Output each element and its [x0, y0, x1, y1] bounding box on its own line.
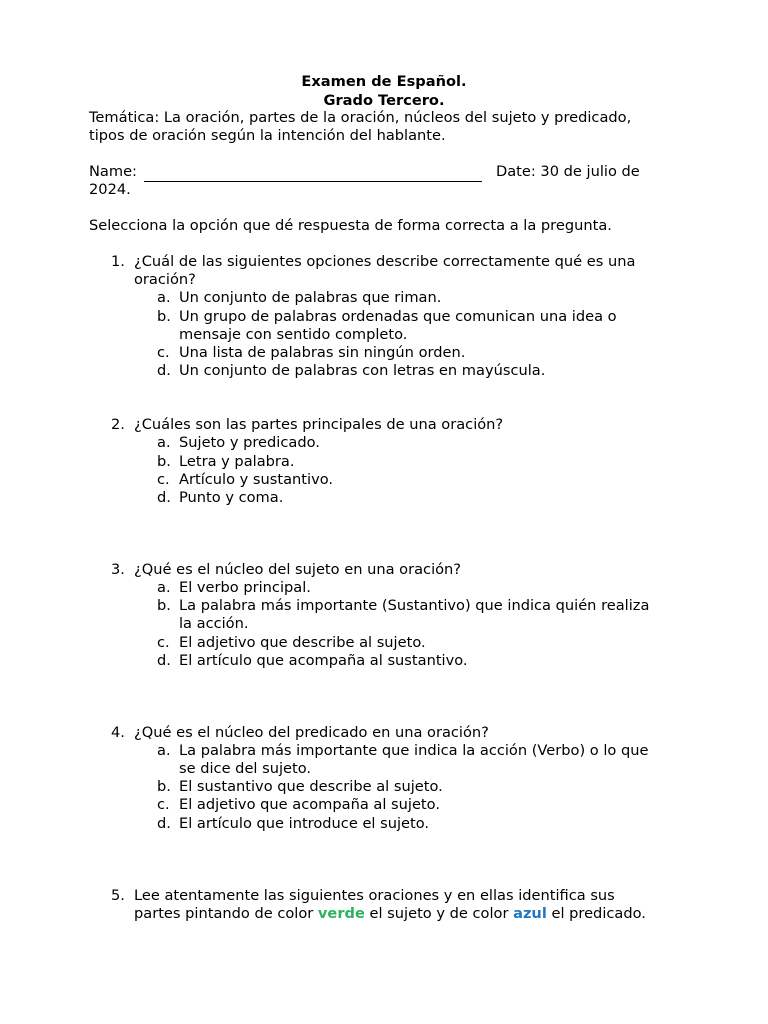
blue-color-word: azul [513, 905, 547, 922]
question-2-number: 2. [111, 416, 125, 433]
question-1-option-b-line-1: Un grupo de palabras ordenadas que comunican una idea o [179, 308, 617, 325]
question-2-option-a: Sujeto y predicado. [179, 434, 320, 451]
question-3-text: ¿Qué es el núcleo del sujeto en una oración? [134, 561, 462, 578]
date-year: 2024. [89, 181, 131, 198]
question-1-option-d-letter: d. [157, 362, 171, 379]
question-5-text-part-c: el predicado. [546, 905, 646, 922]
question-3-option-a-letter: a. [157, 579, 171, 596]
question-3-option-b-line-1: La palabra más importante (Sustantivo) que indica quién realiza [179, 597, 650, 614]
question-4-number: 4. [111, 724, 125, 741]
question-5-text-line-1: Lee atentamente las siguientes oraciones y en ellas identifica sus [134, 887, 615, 904]
question-5-number: 5. [111, 887, 125, 904]
instructions: Selecciona la opción que dé respuesta de forma correcta a la pregunta. [89, 217, 612, 234]
question-4-text: ¿Qué es el núcleo del predicado en una oración? [134, 724, 489, 741]
date-text: Date: 30 de julio de [496, 163, 640, 180]
question-2-option-d: Punto y coma. [179, 489, 284, 506]
question-3-option-d-letter: d. [157, 652, 171, 669]
question-4-option-c-letter: c. [157, 796, 170, 813]
question-2-option-a-letter: a. [157, 434, 171, 451]
question-5-text-part-a: partes pintando de color [134, 905, 318, 922]
topic-line-1: Temática: La oración, partes de la oración, núcleos del sujeto y predicado, [89, 109, 632, 126]
question-3-option-c-letter: c. [157, 634, 170, 651]
topic-line-2: tipos de oración según la intención del hablante. [89, 127, 446, 144]
name-label: Name: [89, 163, 137, 180]
question-3-number: 3. [111, 561, 125, 578]
question-5-text-line-2 [134, 905, 694, 923]
question-1-option-b-line-2: mensaje con sentido completo. [179, 326, 408, 343]
question-3-option-b-letter: b. [157, 597, 171, 614]
question-1-option-d: Un conjunto de palabras con letras en mayúscula. [179, 362, 546, 379]
question-4-option-d-letter: d. [157, 815, 171, 832]
exam-title: Examen de Español. [301, 73, 467, 90]
question-2-text: ¿Cuáles son las partes principales de una oración? [134, 416, 504, 433]
question-4-option-b-letter: b. [157, 778, 171, 795]
question-4-option-c: El adjetivo que acompaña al sujeto. [179, 796, 440, 813]
question-3-option-a: El verbo principal. [179, 579, 311, 596]
question-3-option-c: El adjetivo que describe al sujeto. [179, 634, 426, 651]
grade-title: Grado Tercero. [323, 92, 445, 109]
question-1-text-line-1: ¿Cuál de las siguientes opciones describe correctamente qué es una [134, 253, 636, 270]
question-4-option-d: El artículo que introduce el sujeto. [179, 815, 430, 832]
question-4-option-b: El sustantivo que describe al sujeto. [179, 778, 443, 795]
question-2-option-b: Letra y palabra. [179, 453, 295, 470]
question-1-text-line-2: oración? [134, 271, 196, 288]
question-4-option-a-line-1: La palabra más importante que indica la acción (Verbo) o lo que [179, 742, 649, 759]
question-1-option-b-letter: b. [157, 308, 171, 325]
green-color-word: verde [317, 905, 365, 922]
question-1-number: 1. [111, 253, 125, 270]
question-3-option-d: El artículo que acompaña al sustantivo. [179, 652, 468, 669]
question-2-option-d-letter: d. [157, 489, 171, 506]
question-4-option-a-line-2: se dice del sujeto. [179, 760, 312, 777]
question-3-option-b-line-2: la acción. [179, 615, 249, 632]
question-1-option-a-letter: a. [157, 289, 171, 306]
question-5-text-part-b: el sujeto y de color [364, 905, 514, 922]
question-4-option-a-letter: a. [157, 742, 171, 759]
question-2-option-b-letter: b. [157, 453, 171, 470]
question-1-option-c: Una lista de palabras sin ningún orden. [179, 344, 466, 361]
question-2-option-c-letter: c. [157, 471, 170, 488]
question-1-option-a: Un conjunto de palabras que riman. [179, 289, 442, 306]
question-1-option-c-letter: c. [157, 344, 170, 361]
question-2-option-c: Artículo y sustantivo. [179, 471, 334, 488]
